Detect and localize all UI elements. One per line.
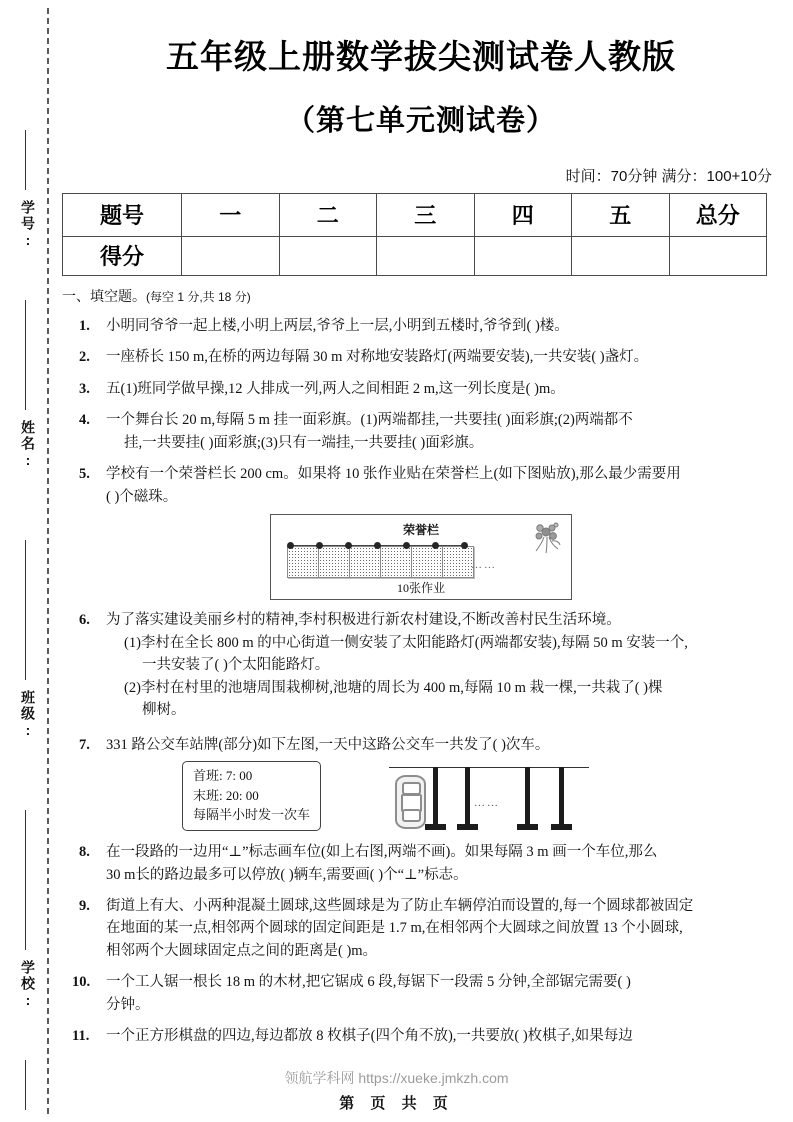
table-row xyxy=(63,236,767,275)
score-cell-4[interactable] xyxy=(474,236,572,275)
question-text: 一座桥长 150 m,在桥的两边每隔 30 m 对称地安装路灯(两端要安装),一共安装( )盏灯。 xyxy=(106,349,649,366)
rail-rule xyxy=(25,540,26,680)
sheet xyxy=(411,546,443,578)
question-number: 6. xyxy=(79,612,90,629)
page-subtitle: （第七单元测试卷） xyxy=(285,104,556,137)
score-cell-2[interactable] xyxy=(279,236,377,275)
score-table-col-1: 一 xyxy=(182,193,280,236)
question-line: 一个工人锯一根长 18 m 的木材,把它锯成 6 段,每锯下一段需 5 分钟,全部锯完需要( ) xyxy=(106,974,631,991)
table-row xyxy=(63,193,767,236)
question-line: 一个舞台长 20 m,每隔 5 m 挂一面彩旗。(1)两端都挂,一共要挂( )面彩旗;(2)两端都不 xyxy=(106,412,633,429)
question-text: 五(1)班同学做早操,12 人排成一列,两人之间相距 2 m,这一列长度是( )m。 xyxy=(106,380,565,397)
exam-page xyxy=(62,0,780,1122)
question-line: 分钟。 xyxy=(106,996,150,1013)
question-text xyxy=(106,895,780,962)
honor-board-ellipsis: …… xyxy=(471,559,497,572)
parking-post-base xyxy=(457,824,478,830)
question-2 xyxy=(62,346,780,368)
parking-post-icon xyxy=(433,767,438,824)
bus-interval: 每隔半小时发一次车 xyxy=(193,807,311,823)
score-cell-3[interactable] xyxy=(377,236,475,275)
score-table-col-2: 二 xyxy=(279,193,377,236)
rail-rule xyxy=(25,130,26,190)
question-number: 5. xyxy=(79,466,90,483)
question-line: 柳树。 xyxy=(142,702,186,719)
sheet xyxy=(349,546,381,578)
bus-last-run: 末班: 20: 00 xyxy=(193,787,259,803)
question-1 xyxy=(62,315,780,337)
question-number: 4. xyxy=(79,412,90,429)
question-line: 街道上有大、小两种混凝土圆球,这些圆球是为了防止车辆停泊而设置的,每一个圆球都被固定 xyxy=(106,897,694,914)
parking-markers-figure xyxy=(389,761,589,839)
question-text xyxy=(106,409,780,454)
question-number: 2. xyxy=(79,349,90,366)
question-text: 小明同爷爷一起上楼,小明上两层,爷爷上一层,小明到五楼时,爷爷到( )楼。 xyxy=(106,317,569,334)
question-line: 学校有一个荣誉栏长 200 cm。如果将 10 张作业贴在荣誉栏上(如下图贴放),那么最少需要用 xyxy=(106,466,681,483)
rail-rule xyxy=(25,810,26,950)
parking-post-icon xyxy=(525,767,530,824)
question-7 xyxy=(62,734,780,756)
sheet xyxy=(318,546,350,578)
score-table-col-total: 总分 xyxy=(669,193,767,236)
honor-board-caption: 10张作业 xyxy=(396,581,445,596)
question-line: 为了落实建设美丽乡村的精神,李村积极进行新农村建设,不断改善村民生活环境。 xyxy=(106,612,621,629)
question-number: 1. xyxy=(79,317,90,334)
question-text: 331 路公交车站牌(部分)如下左图,一天中这路公交车一共发了( )次车。 xyxy=(106,736,550,753)
section-heading-text: 一、填空题。 xyxy=(62,287,146,304)
question-text xyxy=(106,971,780,1016)
question-line: 挂,一共要挂( )面彩旗;(3)只有一端挂,一共要挂( )面彩旗。 xyxy=(124,434,484,451)
footer-page-label: 第 页 共 页 xyxy=(339,1095,454,1112)
bus-and-parking-figures xyxy=(62,761,780,839)
score-table-row-label: 得分 xyxy=(63,236,182,275)
sheet xyxy=(442,546,474,578)
question-number: 7. xyxy=(79,736,90,753)
question-line: 30 m长的路边最多可以停放( )辆车,需要画( )个“⊥”标志。 xyxy=(106,866,468,883)
question-line: 在一段路的一边用“⊥”标志画车位(如上右图,两端不画)。如果每隔 3 m 画一个车位,那么 xyxy=(106,844,658,861)
footer-watermark: 领航学科网 https://xueke.jmkzh.com xyxy=(284,1070,509,1086)
page-title: 五年级上册数学拔尖测试卷人教版 xyxy=(166,38,676,75)
fold-dashed-line xyxy=(47,8,49,1114)
question-number: 3. xyxy=(79,380,90,397)
parking-post-icon xyxy=(465,767,470,824)
question-text xyxy=(106,463,780,508)
flower-decoration-icon xyxy=(531,521,563,560)
rail-label-student-id: 学号: xyxy=(20,200,36,250)
sheet xyxy=(380,546,412,578)
car-rear-window xyxy=(402,809,421,822)
score-table-col-5: 五 xyxy=(572,193,670,236)
question-line: (2)李村在村里的池塘周围栽柳树,池塘的周长为 400 m,每隔 10 m 栽一棵,一共栽了( )棵 xyxy=(124,679,663,696)
rail-rule xyxy=(25,300,26,410)
homework-sheets xyxy=(287,546,474,578)
question-number: 10. xyxy=(72,974,91,991)
exam-meta: 时间：70分钟 满分：100+10分 xyxy=(565,167,772,185)
honor-board-frame xyxy=(270,514,572,600)
question-number: 11. xyxy=(72,1028,90,1045)
score-cell-1[interactable] xyxy=(182,236,280,275)
bus-first-run: 首班: 7: 00 xyxy=(193,768,253,784)
question-10 xyxy=(62,971,780,1016)
parking-post-base xyxy=(551,824,572,830)
question-line: ( )个磁珠。 xyxy=(106,488,178,505)
question-text xyxy=(106,841,780,886)
rail-label-class: 班级: xyxy=(20,690,36,740)
section-heading-note: (每空 1 分,共 18 分) xyxy=(146,289,251,304)
score-cell-total[interactable] xyxy=(669,236,767,275)
question-number: 8. xyxy=(79,844,90,861)
question-line: 一共安装了( )个太阳能路灯。 xyxy=(142,657,330,674)
section-heading xyxy=(62,286,780,306)
question-number: 9. xyxy=(79,897,90,914)
question-9 xyxy=(62,895,780,962)
question-line: 在地面的某一点,相邻两个圆球的固定间距是 1.7 m,在相邻两个大圆球之间放置 13 个小圆球, xyxy=(106,920,683,937)
parking-post-base xyxy=(425,824,446,830)
honor-board-figure xyxy=(62,514,780,600)
question-text xyxy=(106,609,780,721)
score-table xyxy=(62,193,767,276)
question-line: (1)李村在全长 800 m 的中心街道一侧安装了太阳能路灯(两端都安装),每隔 50 m 安装一个, xyxy=(124,634,688,651)
honor-board-title: 荣誉栏 xyxy=(402,523,439,538)
question-8 xyxy=(62,841,780,886)
left-margin-rail xyxy=(0,0,58,1122)
question-4 xyxy=(62,409,780,454)
car-top-view-icon xyxy=(395,775,426,829)
rail-label-name: 姓名: xyxy=(20,420,36,470)
score-table-row-label: 题号 xyxy=(63,193,182,236)
question-3 xyxy=(62,378,780,400)
question-6 xyxy=(62,609,780,721)
question-5 xyxy=(62,463,780,508)
question-line: 相邻两个大圆球固定点之间的距离是( )m。 xyxy=(106,942,378,959)
question-11 xyxy=(62,1025,780,1047)
rail-label-school: 学校: xyxy=(20,960,36,1010)
parking-post-icon xyxy=(559,767,564,824)
bus-schedule-sign xyxy=(182,761,321,831)
parking-post-base xyxy=(517,824,538,830)
score-table-col-3: 三 xyxy=(377,193,475,236)
question-text: 一个正方形棋盘的四边,每边都放 8 枚棋子(四个角不放),一共要放( )枚棋子,如果每边 xyxy=(106,1028,633,1045)
score-cell-5[interactable] xyxy=(572,236,670,275)
score-table-col-4: 四 xyxy=(474,193,572,236)
parking-ellipsis: …… xyxy=(474,797,501,810)
sheet xyxy=(287,546,319,578)
